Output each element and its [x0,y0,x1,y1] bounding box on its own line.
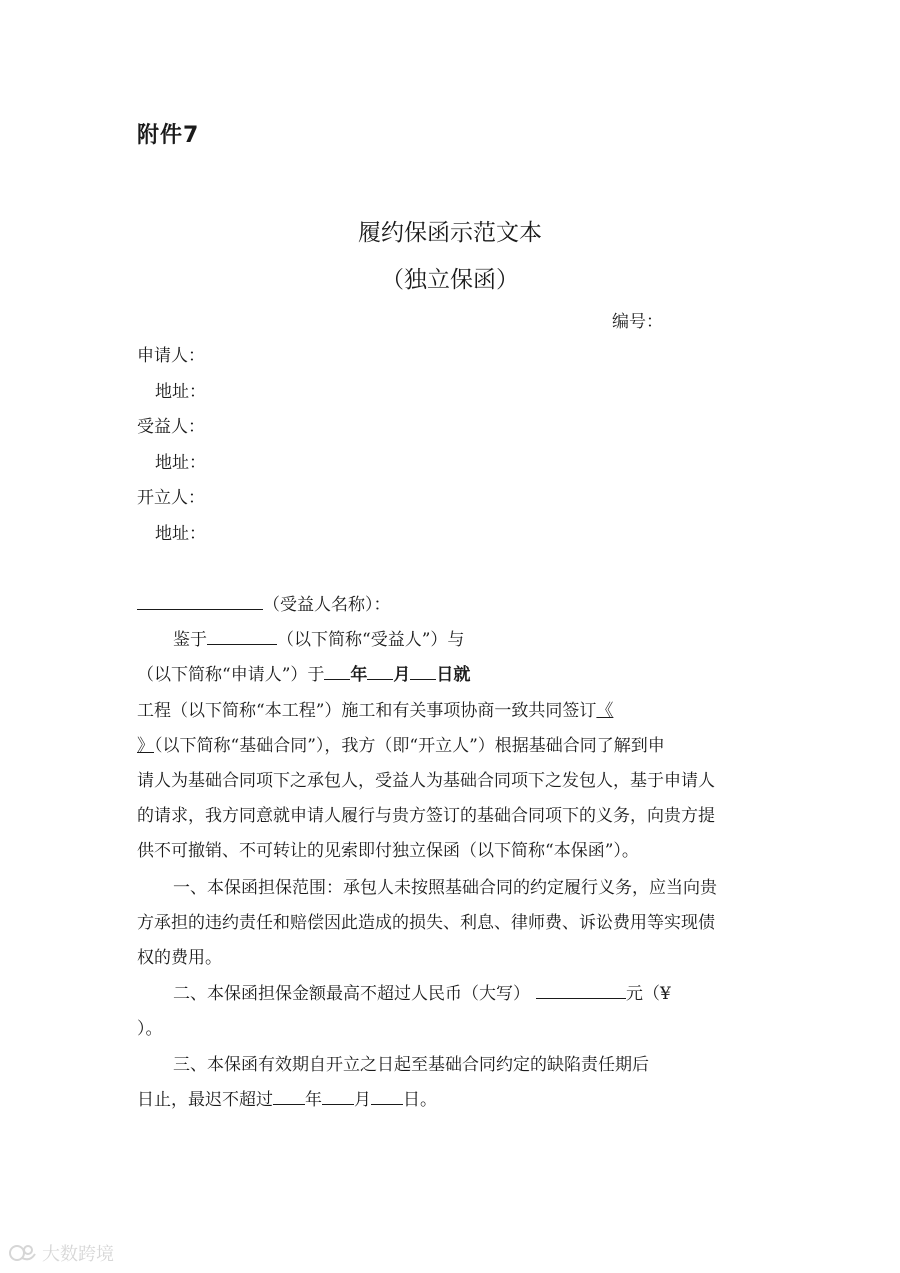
para2-line3: 权的费用。 [137,948,222,968]
number-label: 编号： [612,312,663,332]
para1-line5: 请人为基础合同项下之承包人，受益人为基础合同项下之发包人，基于申请人 [137,771,715,791]
para1-line3 [137,696,613,721]
para1-line1-a: 鉴于 [173,630,207,650]
attachment-label: 附件7 [137,123,200,148]
document-subtitle: （独立保函） [381,267,519,293]
para1-line4-b: （以下简称“基础合同”），我方（即“开立人”）根据基础合同了解到申 [154,736,665,756]
beneficiary-label: 受益人： [137,417,205,437]
para1-line7: 供不可撤销、不可转让的见索即付独立保函（以下简称“本保函”）。 [137,841,639,861]
beneficiary-blank [207,626,277,645]
para4-line2 [137,1085,437,1110]
salutation-text: （受益人名称）： [263,595,391,615]
document-title: 履约保函示范文本 [358,220,542,246]
para1-line1 [173,625,464,650]
beneficiary-address-label: 地址： [155,453,206,473]
issuer-label: 开立人： [137,488,205,508]
year-blank [324,661,350,680]
para1-line2 [137,660,470,685]
para2-line2: 方承担的违约责任和赔偿因此造成的损失、利息、律师费、诉讼费用等实现债 [137,913,715,933]
para3-line1-a: 二、本保函担保金额最高不超过人民币（大写） [173,984,530,1004]
para3-line2: ）。 [137,1019,163,1039]
brand-logo-icon [8,1242,38,1264]
month-label: 月 [393,665,411,685]
applicant-address-label: 地址： [155,382,206,402]
para1-line6: 的请求，我方同意就申请人履行与贵方签订的基础合同项下的义务，向贵方提 [137,806,715,826]
end-day-label: 日。 [403,1090,437,1110]
beneficiary-name-blank [137,591,263,610]
para3-line1-b: 元（¥ [626,984,671,1004]
day-blank [410,661,436,680]
end-month-label: 月 [354,1090,371,1110]
end-year-blank [273,1086,305,1105]
para4-line2-a: 日止，最迟不超过 [137,1090,273,1110]
month-blank [367,661,393,680]
watermark [8,1240,114,1266]
contract-name-close: 》 [137,736,154,756]
end-year-label: 年 [305,1090,322,1110]
salutation-line [137,590,391,615]
para1-line4 [137,731,665,756]
issuer-address-label: 地址： [155,524,206,544]
watermark-text: 大数跨境 [42,1244,114,1265]
para1-line2-a: （以下简称“申请人”）于 [137,665,325,685]
para1-line1-b: （以下简称“受益人”）与 [277,630,465,650]
contract-name-open: 《 [596,701,614,721]
applicant-label: 申请人： [137,346,205,366]
para3-line1 [173,979,671,1004]
para2-line1: 一、本保函担保范围：承包人未按照基础合同的约定履行义务，应当向贵 [173,878,717,898]
para1-line3-a: 工程（以下简称“本工程”）施工和有关事项协商一致共同签订 [137,701,597,721]
year-label: 年 [350,665,368,685]
day-label: 日就 [436,665,471,685]
amount-blank [536,980,626,999]
end-day-blank [371,1086,403,1105]
para4-line1: 三、本保函有效期自开立之日起至基础合同约定的缺陷责任期后 [173,1055,649,1075]
end-month-blank [322,1086,354,1105]
